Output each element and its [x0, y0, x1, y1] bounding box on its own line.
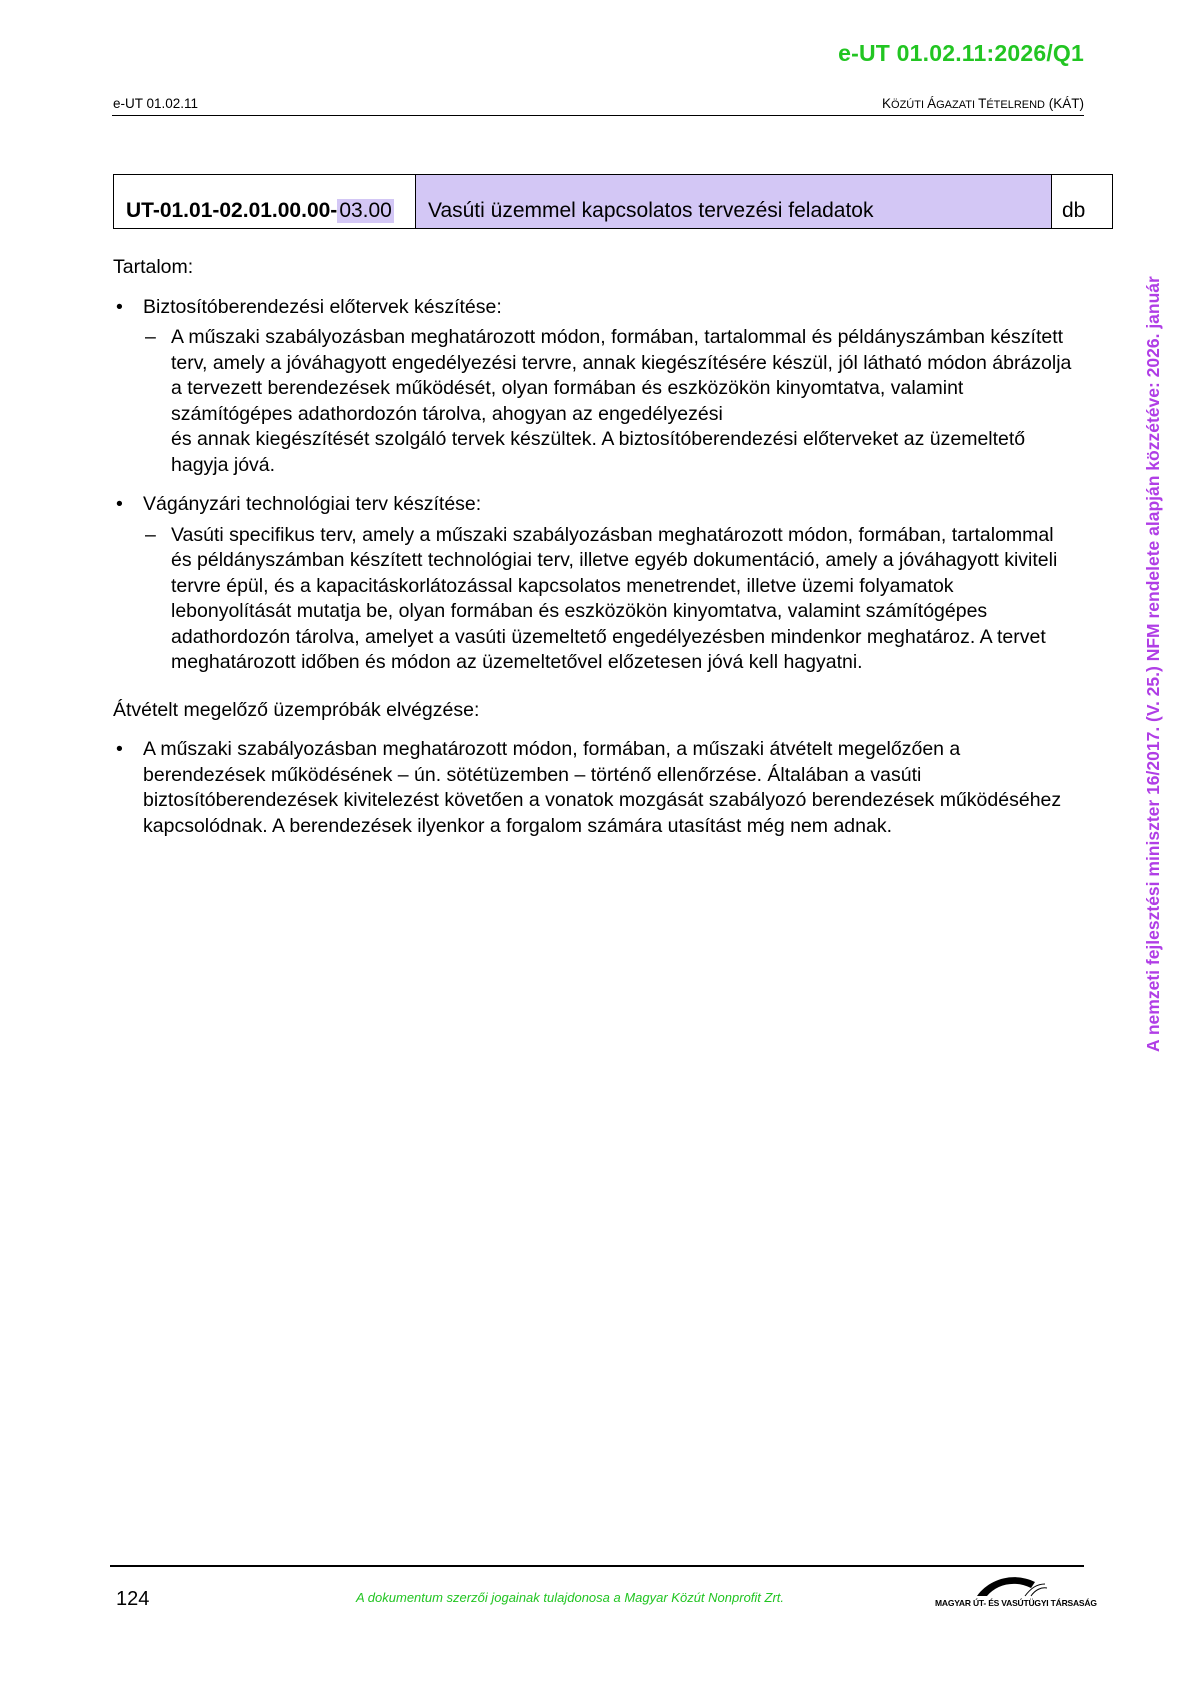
society-logo [935, 1570, 1097, 1610]
page-number: 124 [116, 1588, 150, 1610]
copyright-notice: A dokumentum szerzői jogainak tulajdonosa a Magyar Közút Nonprofit Zrt. [356, 1590, 785, 1605]
footer-divider [110, 1565, 1084, 1567]
side-publication-note: A nemzeti fejlesztési miniszter 16/2017. (V. 25.) NFM rendelete alapján közzétéve: 2026. január [1143, 276, 1163, 1052]
sub-list-item: – Vasúti specifikus terv, amely a műszaki szabályozásban meghatározott módon, formában, tartalommal és példányszámban készített technológiai terv, illetve egyéb dokumentáció, amely a jóváhagyott kiviteli tervre épül, és a kapacitáskorlátozással kapcsolatos menetrendet, illetve üzemi folyamatok lebonyolítását mutatja be, olyan formában és eszközökön kinyomtatva, valamint számítógépes adathordozón tárolva, amelyet a vasúti üzemeltető engedélyezésben mindenkor meghatároz. A tervet meghatározott időben és módon az üzemeltetővel előzetesen jóvá kell hagyatni. [145, 523, 1058, 673]
sub-list-item: – A műszaki szabályozásban meghatározott módon, formában, tartalommal és példányszámban készített terv, amely a jóváhagyott engedélyezési tervre, annak kiegészítésére készül, jól látható módon ábrázolja a tervezett berendezések működését, olyan formában és eszközökön kinyomtatva, valamint számítógépes adathordozón tárolva, ahogyan az engedélyezési és annak kiegészítését szolgáló tervek készültek. A biztosítóberendezési előterveket az üzemeltető hagyja jóvá. [145, 326, 1072, 476]
item-header-table [113, 174, 1113, 229]
header-right: KÖZÚTI ÁGAZATI TÉTELREND (KÁT) [882, 96, 1084, 111]
document-code: e-UT 01.02.11:2026/Q1 [838, 40, 1084, 66]
dash-icon: – [145, 326, 156, 348]
header-divider [112, 115, 1084, 116]
item-code: UT-01.01-02.01.00.00- 03.00 [114, 175, 416, 228]
header-left: e-UT 01.02.11 [113, 96, 199, 111]
bullet-icon: • [116, 295, 123, 318]
section-label-acceptance: Átvételt megelőző üzempróbák elvégzése: [113, 698, 480, 721]
list-item: • Vágányzári technológiai terv készítése: [113, 492, 1073, 518]
item-code-highlight: 03.00 [339, 199, 392, 222]
dash-icon: – [145, 523, 156, 546]
road-arc-logo-icon [935, 1570, 1085, 1598]
document-body [113, 255, 1073, 839]
item-unit: db [1062, 199, 1086, 222]
list-item: • A műszaki szabályozásban meghatározott módon, formában, a műszaki átvételt megelőzően a berendezések működésének – ún. sötétüzemben – történő ellenőrzése. Általában a vasúti biztosítóberendezések kivitelezést követően a vonatok mozgását szabályozó berendezések működéséhez kapcsolódnak. A berendezések ilyenkor a forgalom számára utasítást még nem adnak. [116, 738, 1062, 837]
bullet-icon: • [116, 738, 123, 760]
list-item: • Biztosítóberendezési előtervek készítése: [113, 295, 1073, 321]
section-label-contents: Tartalom: [113, 256, 194, 278]
logo-text: MAGYAR ÚT- ÉS VASÚTÜGYI TÁRSASÁG [935, 1598, 1097, 1608]
bullet-icon: • [116, 493, 123, 515]
item-title: Vasúti üzemmel kapcsolatos tervezési feladatok [416, 175, 1052, 228]
